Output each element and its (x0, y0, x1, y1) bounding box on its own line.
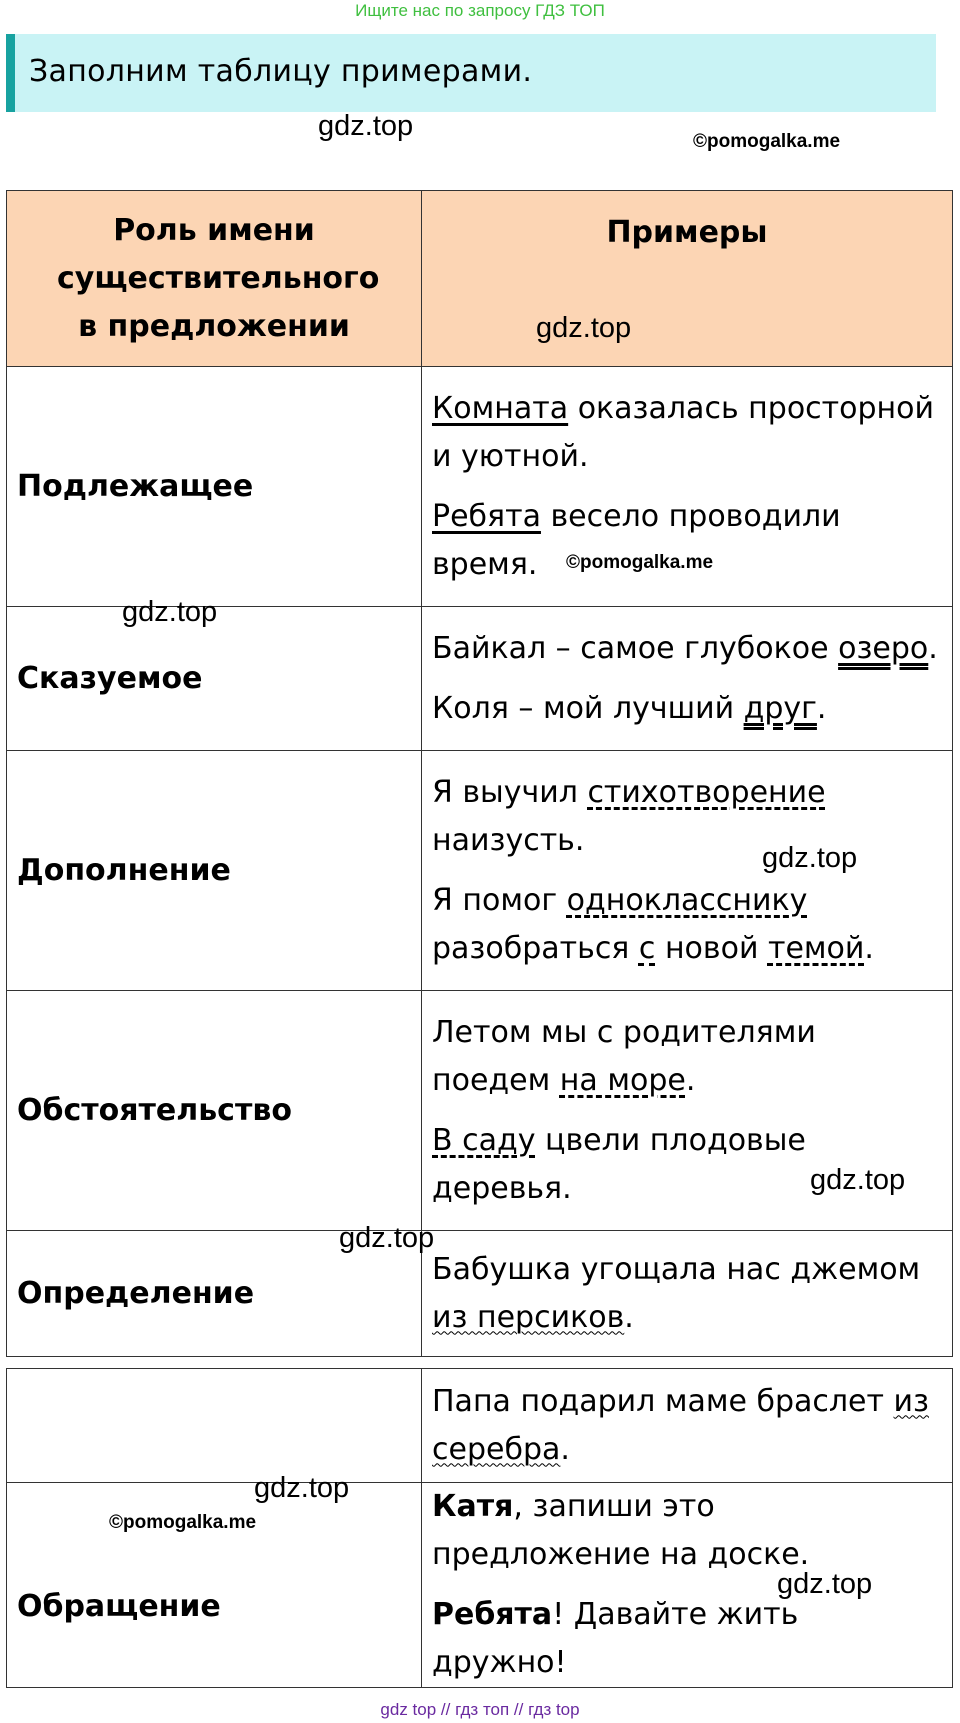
watermark-gdz: gdz.top (777, 1568, 873, 1600)
role-cell: Дополнение (7, 751, 422, 991)
role-cell: Сказуемое (7, 607, 422, 751)
watermark-pomogalka: ©pomogalka.me (566, 552, 714, 573)
examples-cell: Катя, запиши это предложение на доске. Ребята! Давайте жить дружно! (422, 1483, 953, 1688)
role-cell-empty (7, 1369, 422, 1483)
watermark-gdz: gdz.top (339, 1222, 435, 1254)
examples-cell: Бабушка угощала нас джемом из персиков. (422, 1231, 953, 1357)
table-header-row (7, 191, 953, 367)
examples-cell: Летом мы с родителями поедем на море. В саду цвели плодовые деревья. (422, 991, 953, 1231)
watermark-gdz: gdz.top (254, 1472, 350, 1504)
examples-cell: Папа подарил маме браслет из серебра. (422, 1369, 953, 1483)
col-header-examples: Примеры (422, 191, 953, 367)
watermark-pomogalka: ©pomogalka.me (109, 1512, 257, 1533)
table-row (7, 367, 953, 607)
role-cell: Подлежащее (7, 367, 422, 607)
top-notice: Ищите нас по запросу ГДЗ ТОП (355, 1, 605, 20)
watermark-gdz: gdz.top (318, 110, 414, 142)
watermark-gdz: gdz.top (810, 1164, 906, 1196)
role-cell: Обращение (7, 1483, 422, 1688)
header-banner (6, 34, 936, 112)
table-row (7, 1369, 953, 1483)
col-header-role: Роль имени существительного в предложении (7, 191, 422, 367)
watermark-gdz: gdz.top (122, 596, 218, 628)
watermark-gdz: gdz.top (762, 842, 858, 874)
role-cell: Определение (7, 1231, 422, 1357)
footer-links: gdz top // гдз топ // гдз top (380, 1700, 580, 1719)
examples-cell: Я выучил стихотворение наизусть. Я помог однокласснику разобраться с новой темой. (422, 751, 953, 991)
examples-cell: Байкал – самое глубокое озеро. Коля – мой лучший друг. (422, 607, 953, 751)
page-title: Заполним таблицу примерами. (29, 54, 533, 89)
examples-cell: Комната оказалась просторной и уютной. Ребята весело проводили время. (422, 367, 953, 607)
table-row (7, 1231, 953, 1357)
watermark-gdz: gdz.top (536, 312, 632, 344)
watermark-pomogalka: ©pomogalka.me (693, 131, 841, 152)
role-cell: Обстоятельство (7, 991, 422, 1231)
